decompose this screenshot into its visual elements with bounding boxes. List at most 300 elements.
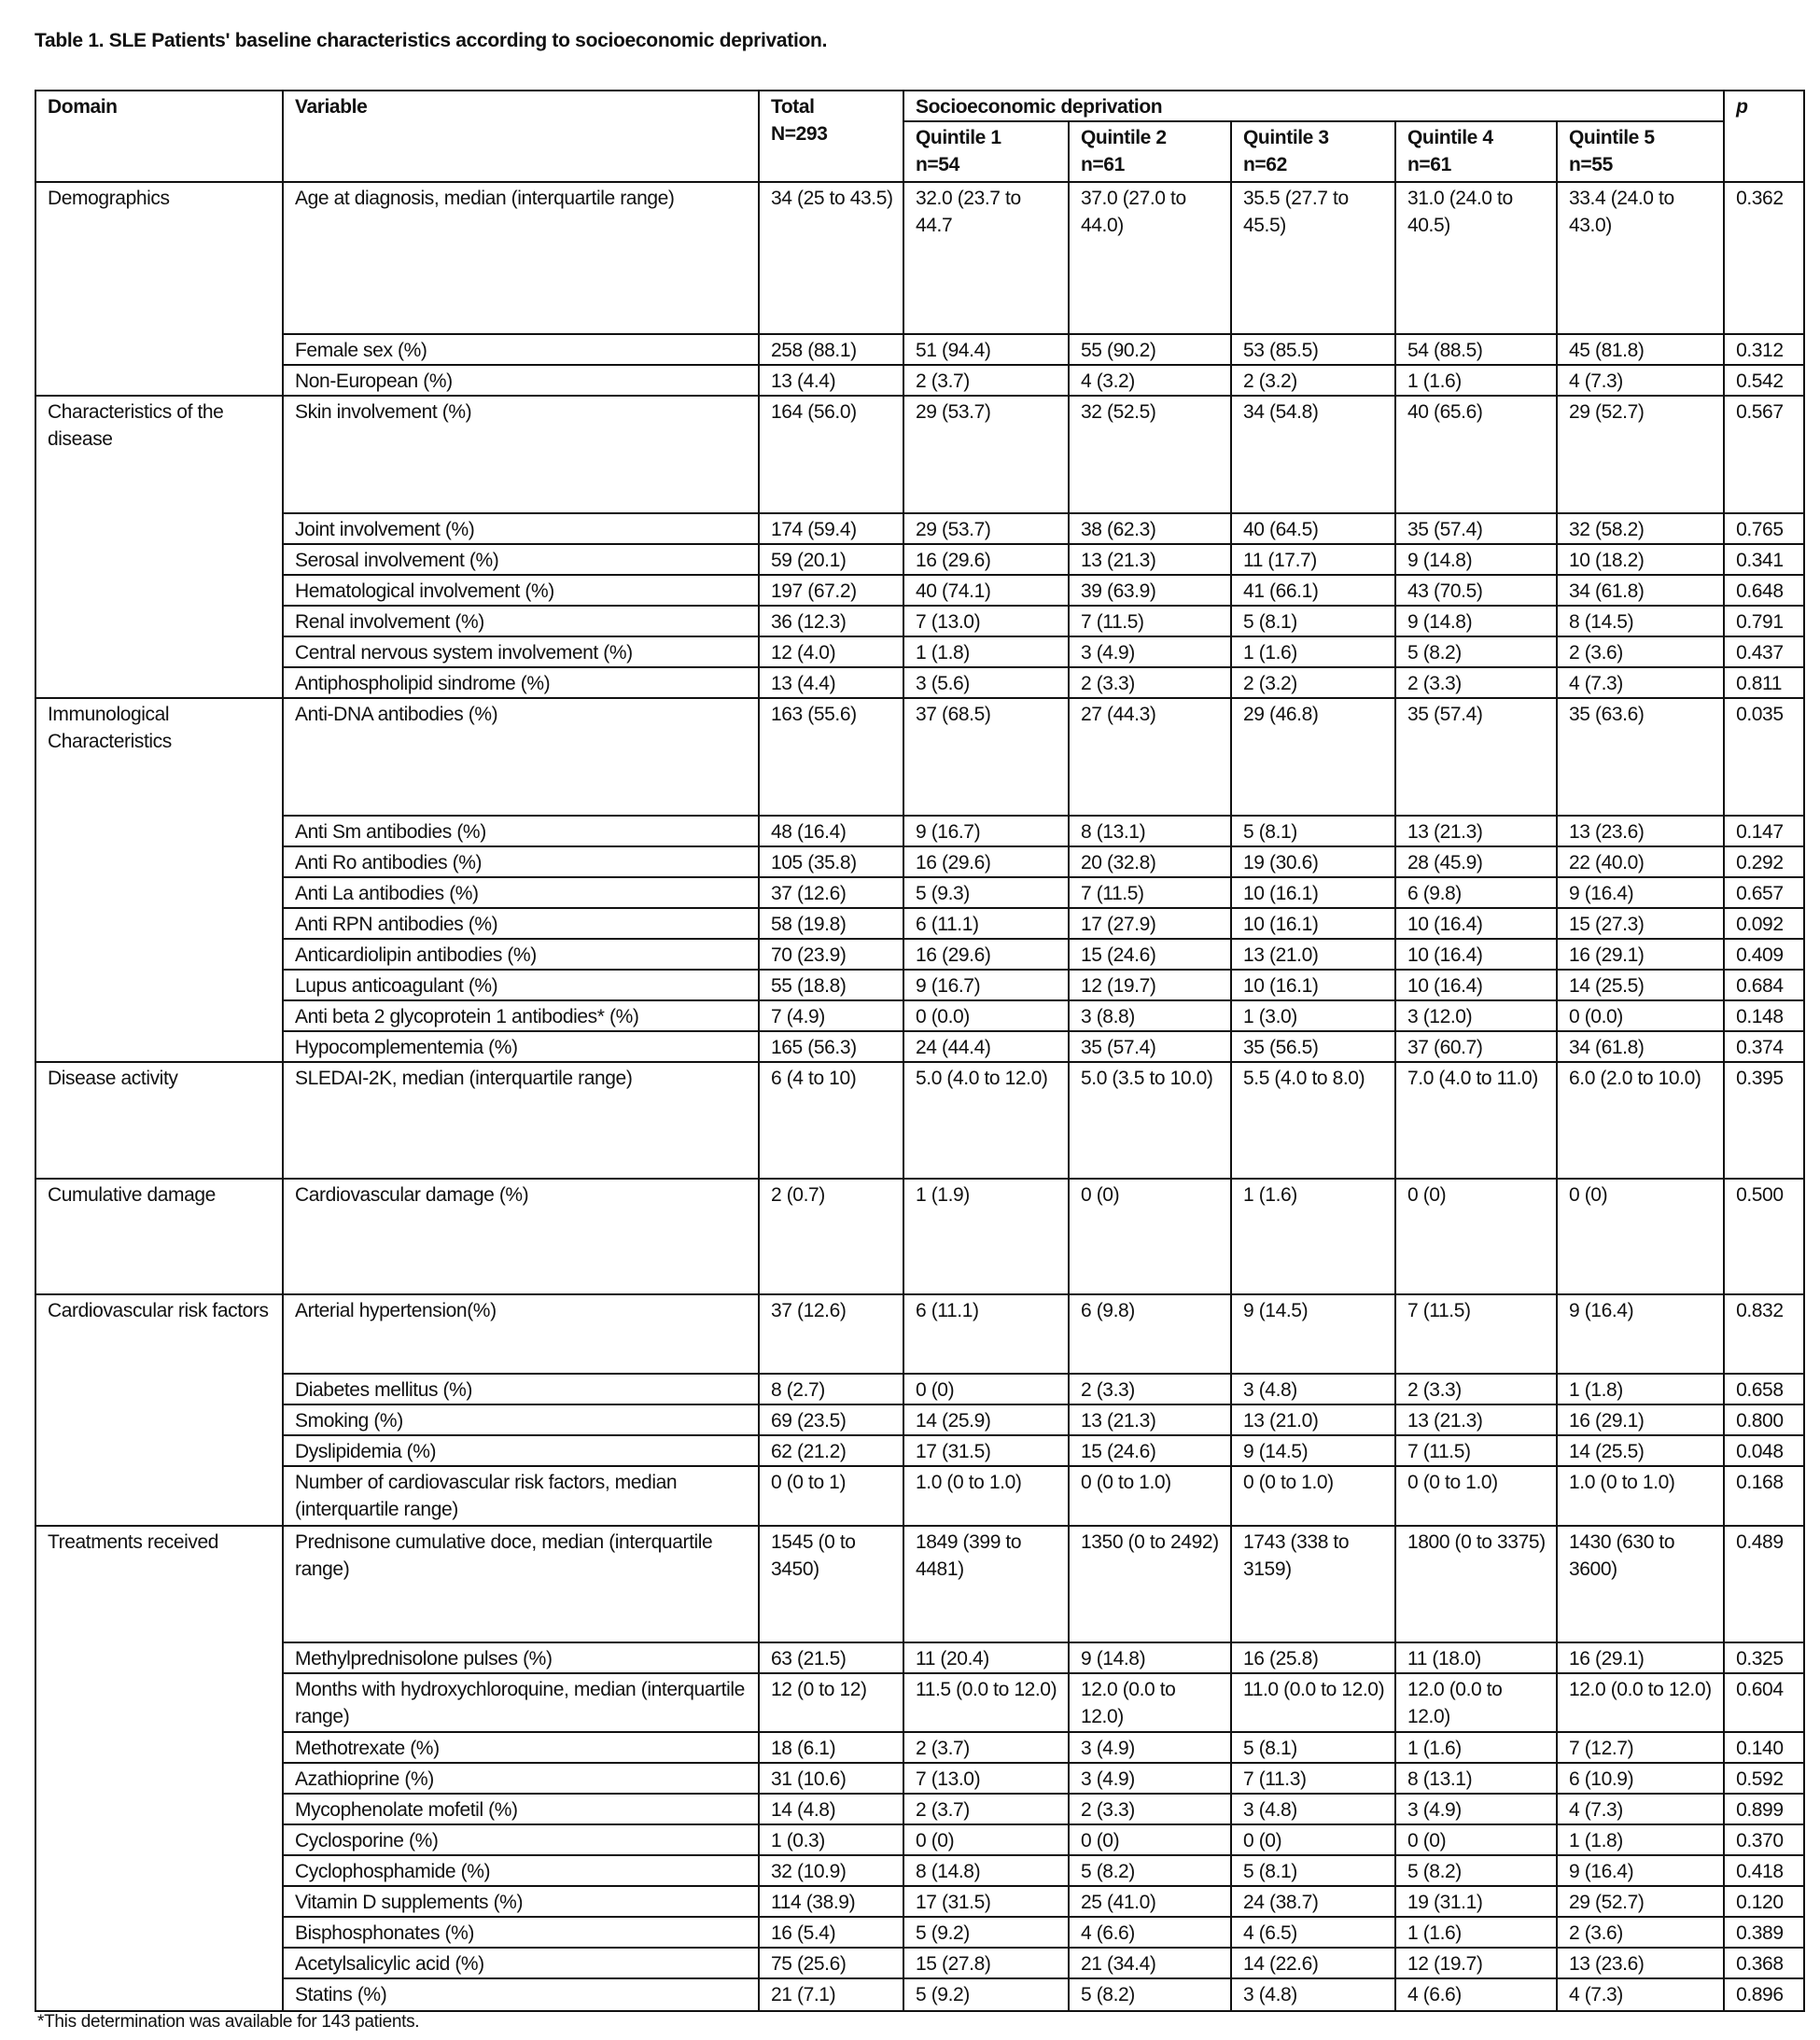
quintile-4-cell: 1 (1.6) — [1395, 1917, 1557, 1948]
table-row — [35, 182, 1804, 334]
quintile-1-cell: 3 (5.6) — [903, 667, 1069, 698]
total-cell: 13 (4.4) — [759, 365, 903, 396]
quintile-2-cell: 5 (8.2) — [1069, 1855, 1231, 1886]
quintile-5-cell: 32 (58.2) — [1557, 513, 1724, 544]
p-value-cell: 0.811 — [1724, 667, 1804, 698]
quintile-3-cell: 13 (21.0) — [1231, 1404, 1395, 1435]
p-value-cell: 0.292 — [1724, 846, 1804, 877]
domain-cell: Characteristics of the disease — [35, 396, 283, 698]
quintile-1-cell: 14 (25.9) — [903, 1404, 1069, 1435]
quintile-1-cell: 7 (13.0) — [903, 606, 1069, 636]
quintile-2-cell: 0 (0) — [1069, 1179, 1231, 1294]
variable-cell: Prednisone cumulative doce, median (interquartile range) — [283, 1526, 759, 1642]
quintile-n: n=61 — [1407, 154, 1451, 175]
quintile-3-cell: 4 (6.5) — [1231, 1917, 1395, 1948]
p-value-cell: 0.489 — [1724, 1526, 1804, 1642]
quintile-5-cell: 34 (61.8) — [1557, 575, 1724, 606]
total-cell: 105 (35.8) — [759, 846, 903, 877]
quintile-5-cell: 2 (3.6) — [1557, 1917, 1724, 1948]
quintile-4-cell: 13 (21.3) — [1395, 1404, 1557, 1435]
table-row — [35, 1917, 1804, 1948]
quintile-4-cell: 1800 (0 to 3375) — [1395, 1526, 1557, 1642]
quintile-3-cell: 7 (11.3) — [1231, 1763, 1395, 1794]
table-row — [35, 1435, 1804, 1466]
quintile-n: n=61 — [1081, 154, 1125, 175]
variable-cell: Months with hydroxychloroquine, median (interquartile range) — [283, 1673, 759, 1732]
quintile-1-cell: 1 (1.9) — [903, 1179, 1069, 1294]
table-row — [35, 1794, 1804, 1824]
variable-cell: Number of cardiovascular risk factors, median (interquartile range) — [283, 1466, 759, 1526]
quintile-1-cell: 16 (29.6) — [903, 846, 1069, 877]
total-cell: 197 (67.2) — [759, 575, 903, 606]
total-cell: 16 (5.4) — [759, 1917, 903, 1948]
variable-cell: Methylprednisolone pulses (%) — [283, 1642, 759, 1673]
quintile-label: Quintile 1 — [916, 127, 1001, 148]
p-value-cell: 0.800 — [1724, 1404, 1804, 1435]
variable-cell: Cyclophosphamide (%) — [283, 1855, 759, 1886]
table-row — [35, 1763, 1804, 1794]
p-value-cell: 0.684 — [1724, 970, 1804, 1000]
total-cell: 12 (4.0) — [759, 636, 903, 667]
total-cell: 0 (0 to 1) — [759, 1466, 903, 1526]
quintile-1-cell: 24 (44.4) — [903, 1031, 1069, 1062]
quintile-1-cell: 8 (14.8) — [903, 1855, 1069, 1886]
quintile-1-cell: 17 (31.5) — [903, 1886, 1069, 1917]
total-cell: 164 (56.0) — [759, 396, 903, 513]
quintile-3-cell: 13 (21.0) — [1231, 939, 1395, 970]
table-row — [35, 908, 1804, 939]
header-p-label: p — [1736, 96, 1748, 118]
p-value-cell: 0.658 — [1724, 1374, 1804, 1404]
table-row — [35, 1062, 1804, 1179]
quintile-4-cell: 54 (88.5) — [1395, 334, 1557, 365]
table-row — [35, 1466, 1804, 1526]
quintile-3-cell: 11 (17.7) — [1231, 544, 1395, 575]
quintile-4-cell: 10 (16.4) — [1395, 939, 1557, 970]
quintile-4-cell: 1 (1.6) — [1395, 1732, 1557, 1763]
total-cell: 48 (16.4) — [759, 816, 903, 846]
p-value-cell: 0.140 — [1724, 1732, 1804, 1763]
quintile-4-cell: 0 (0) — [1395, 1179, 1557, 1294]
variable-cell: Non-European (%) — [283, 365, 759, 396]
total-cell: 163 (55.6) — [759, 698, 903, 816]
quintile-2-cell: 25 (41.0) — [1069, 1886, 1231, 1917]
variable-cell: Renal involvement (%) — [283, 606, 759, 636]
domain-cell: Immunological Characteristics — [35, 698, 283, 1062]
quintile-2-cell: 38 (62.3) — [1069, 513, 1231, 544]
quintile-1-cell: 9 (16.7) — [903, 816, 1069, 846]
quintile-5-cell: 22 (40.0) — [1557, 846, 1724, 877]
quintile-4-cell: 10 (16.4) — [1395, 908, 1557, 939]
total-cell: 62 (21.2) — [759, 1435, 903, 1466]
p-value-cell: 0.395 — [1724, 1062, 1804, 1179]
p-value-cell: 0.035 — [1724, 698, 1804, 816]
total-cell: 14 (4.8) — [759, 1794, 903, 1824]
total-cell: 7 (4.9) — [759, 1000, 903, 1031]
quintile-3-cell: 3 (4.8) — [1231, 1374, 1395, 1404]
table-row — [35, 1294, 1804, 1374]
quintile-3-cell: 2 (3.2) — [1231, 667, 1395, 698]
header-quintile-1 — [903, 121, 1069, 182]
total-cell: 6 (4 to 10) — [759, 1062, 903, 1179]
total-cell: 59 (20.1) — [759, 544, 903, 575]
p-value-cell: 0.374 — [1724, 1031, 1804, 1062]
quintile-3-cell: 10 (16.1) — [1231, 908, 1395, 939]
p-value-cell: 0.896 — [1724, 1978, 1804, 2011]
quintile-5-cell: 12.0 (0.0 to 12.0) — [1557, 1673, 1724, 1732]
header-group: Socioeconomic deprivation — [903, 91, 1724, 121]
quintile-4-cell: 37 (60.7) — [1395, 1031, 1557, 1062]
quintile-label: Quintile 5 — [1569, 127, 1655, 148]
quintile-1-cell: 2 (3.7) — [903, 1794, 1069, 1824]
quintile-3-cell: 16 (25.8) — [1231, 1642, 1395, 1673]
table-row — [35, 575, 1804, 606]
quintile-3-cell: 3 (4.8) — [1231, 1978, 1395, 2011]
quintile-1-cell: 1.0 (0 to 1.0) — [903, 1466, 1069, 1526]
table-row — [35, 970, 1804, 1000]
quintile-5-cell: 33.4 (24.0 to 43.0) — [1557, 182, 1724, 334]
quintile-4-cell: 2 (3.3) — [1395, 667, 1557, 698]
quintile-1-cell: 0 (0.0) — [903, 1000, 1069, 1031]
quintile-1-cell: 29 (53.7) — [903, 513, 1069, 544]
quintile-5-cell: 29 (52.7) — [1557, 396, 1724, 513]
quintile-5-cell: 29 (52.7) — [1557, 1886, 1724, 1917]
quintile-4-cell: 1 (1.6) — [1395, 365, 1557, 396]
table-row — [35, 1526, 1804, 1642]
quintile-5-cell: 1 (1.8) — [1557, 1374, 1724, 1404]
quintile-2-cell: 17 (27.9) — [1069, 908, 1231, 939]
quintile-5-cell: 4 (7.3) — [1557, 365, 1724, 396]
quintile-3-cell: 5.5 (4.0 to 8.0) — [1231, 1062, 1395, 1179]
total-cell: 21 (7.1) — [759, 1978, 903, 2011]
quintile-3-cell: 2 (3.2) — [1231, 365, 1395, 396]
quintile-4-cell: 2 (3.3) — [1395, 1374, 1557, 1404]
quintile-3-cell: 5 (8.1) — [1231, 1855, 1395, 1886]
quintile-1-cell: 1849 (399 to 4481) — [903, 1526, 1069, 1642]
quintile-4-cell: 13 (21.3) — [1395, 816, 1557, 846]
quintile-3-cell: 0 (0) — [1231, 1824, 1395, 1855]
domain-cell: Disease activity — [35, 1062, 283, 1179]
table-title: Table 1. SLE Patients' baseline characteristics according to socioeconomic deprivation. — [35, 30, 828, 51]
quintile-5-cell: 15 (27.3) — [1557, 908, 1724, 939]
quintile-5-cell: 16 (29.1) — [1557, 939, 1724, 970]
header-quintile-5 — [1557, 121, 1724, 182]
total-cell: 70 (23.9) — [759, 939, 903, 970]
total-cell: 2 (0.7) — [759, 1179, 903, 1294]
variable-cell: Female sex (%) — [283, 334, 759, 365]
quintile-4-cell: 9 (14.8) — [1395, 544, 1557, 575]
total-cell: 37 (12.6) — [759, 1294, 903, 1374]
p-value-cell: 0.648 — [1724, 575, 1804, 606]
quintile-2-cell: 13 (21.3) — [1069, 1404, 1231, 1435]
variable-cell: Bisphosphonates (%) — [283, 1917, 759, 1948]
table-row — [35, 698, 1804, 816]
quintile-1-cell: 5.0 (4.0 to 12.0) — [903, 1062, 1069, 1179]
quintile-1-cell: 5 (9.2) — [903, 1917, 1069, 1948]
p-value-cell: 0.048 — [1724, 1435, 1804, 1466]
quintile-1-cell: 37 (68.5) — [903, 698, 1069, 816]
quintile-1-cell: 5 (9.2) — [903, 1978, 1069, 2011]
header-quintile-4 — [1395, 121, 1557, 182]
quintile-3-cell: 9 (14.5) — [1231, 1294, 1395, 1374]
quintile-1-cell: 16 (29.6) — [903, 544, 1069, 575]
p-value-cell: 0.168 — [1724, 1466, 1804, 1526]
domain-cell: Cardiovascular risk factors — [35, 1294, 283, 1526]
quintile-2-cell: 5.0 (3.5 to 10.0) — [1069, 1062, 1231, 1179]
table-row — [35, 513, 1804, 544]
quintile-5-cell: 0 (0) — [1557, 1179, 1724, 1294]
quintile-1-cell: 7 (13.0) — [903, 1763, 1069, 1794]
quintile-4-cell: 8 (13.1) — [1395, 1763, 1557, 1794]
domain-cell: Treatments received — [35, 1526, 283, 2011]
quintile-5-cell: 9 (16.4) — [1557, 1855, 1724, 1886]
quintile-2-cell: 2 (3.3) — [1069, 667, 1231, 698]
table-row — [35, 1978, 1804, 2011]
variable-cell: Anti RPN antibodies (%) — [283, 908, 759, 939]
quintile-4-cell: 11 (18.0) — [1395, 1642, 1557, 1673]
quintile-2-cell: 3 (4.9) — [1069, 1732, 1231, 1763]
quintile-5-cell: 16 (29.1) — [1557, 1404, 1724, 1435]
total-cell: 34 (25 to 43.5) — [759, 182, 903, 334]
p-value-cell: 0.832 — [1724, 1294, 1804, 1374]
quintile-2-cell: 15 (24.6) — [1069, 939, 1231, 970]
quintile-2-cell: 1350 (0 to 2492) — [1069, 1526, 1231, 1642]
total-cell: 75 (25.6) — [759, 1948, 903, 1978]
p-value-cell: 0.092 — [1724, 908, 1804, 939]
table-row — [35, 544, 1804, 575]
variable-cell: Dyslipidemia (%) — [283, 1435, 759, 1466]
quintile-label: Quintile 2 — [1081, 127, 1167, 148]
quintile-3-cell: 40 (64.5) — [1231, 513, 1395, 544]
p-value-cell: 0.120 — [1724, 1886, 1804, 1917]
quintile-1-cell: 29 (53.7) — [903, 396, 1069, 513]
p-value-cell: 0.312 — [1724, 334, 1804, 365]
quintile-3-cell: 3 (4.8) — [1231, 1794, 1395, 1824]
quintile-1-cell: 0 (0) — [903, 1824, 1069, 1855]
header-variable: Variable — [283, 91, 759, 182]
quintile-5-cell: 1.0 (0 to 1.0) — [1557, 1466, 1724, 1526]
quintile-3-cell: 53 (85.5) — [1231, 334, 1395, 365]
quintile-2-cell: 2 (3.3) — [1069, 1374, 1231, 1404]
table-row — [35, 1886, 1804, 1917]
total-cell: 63 (21.5) — [759, 1642, 903, 1673]
variable-cell: Anti La antibodies (%) — [283, 877, 759, 908]
quintile-5-cell: 1430 (630 to 3600) — [1557, 1526, 1724, 1642]
quintile-4-cell: 7.0 (4.0 to 11.0) — [1395, 1062, 1557, 1179]
p-value-cell: 0.341 — [1724, 544, 1804, 575]
total-cell: 12 (0 to 12) — [759, 1673, 903, 1732]
variable-cell: Statins (%) — [283, 1978, 759, 2011]
variable-cell: Hypocomplementemia (%) — [283, 1031, 759, 1062]
quintile-3-cell: 1 (1.6) — [1231, 636, 1395, 667]
table-row — [35, 1732, 1804, 1763]
quintile-4-cell: 4 (6.6) — [1395, 1978, 1557, 2011]
header-total-n: N=293 — [771, 123, 828, 145]
quintile-2-cell: 32 (52.5) — [1069, 396, 1231, 513]
quintile-5-cell: 4 (7.3) — [1557, 1978, 1724, 2011]
quintile-4-cell: 0 (0 to 1.0) — [1395, 1466, 1557, 1526]
header-domain: Domain — [35, 91, 283, 182]
quintile-2-cell: 37.0 (27.0 to 44.0) — [1069, 182, 1231, 334]
quintile-4-cell: 19 (31.1) — [1395, 1886, 1557, 1917]
table-row — [35, 1179, 1804, 1294]
quintile-1-cell: 40 (74.1) — [903, 575, 1069, 606]
quintile-3-cell: 0 (0 to 1.0) — [1231, 1466, 1395, 1526]
quintile-2-cell: 7 (11.5) — [1069, 606, 1231, 636]
table-row — [35, 846, 1804, 877]
quintile-n: n=54 — [916, 154, 959, 175]
quintile-1-cell: 6 (11.1) — [903, 1294, 1069, 1374]
quintile-5-cell: 8 (14.5) — [1557, 606, 1724, 636]
variable-cell: Cardiovascular damage (%) — [283, 1179, 759, 1294]
table-body — [35, 182, 1804, 2011]
variable-cell: Lupus anticoagulant (%) — [283, 970, 759, 1000]
quintile-2-cell: 35 (57.4) — [1069, 1031, 1231, 1062]
table-row — [35, 1824, 1804, 1855]
total-cell: 31 (10.6) — [759, 1763, 903, 1794]
variable-cell: Serosal involvement (%) — [283, 544, 759, 575]
quintile-4-cell: 12.0 (0.0 to 12.0) — [1395, 1673, 1557, 1732]
quintile-2-cell: 7 (11.5) — [1069, 877, 1231, 908]
quintile-3-cell: 19 (30.6) — [1231, 846, 1395, 877]
quintile-2-cell: 12.0 (0.0 to 12.0) — [1069, 1673, 1231, 1732]
quintile-3-cell: 24 (38.7) — [1231, 1886, 1395, 1917]
variable-cell: Age at diagnosis, median (interquartile range) — [283, 182, 759, 334]
table-row — [35, 1000, 1804, 1031]
quintile-4-cell: 40 (65.6) — [1395, 396, 1557, 513]
quintile-5-cell: 14 (25.5) — [1557, 1435, 1724, 1466]
header-total-label: Total — [771, 96, 815, 118]
quintile-3-cell: 14 (22.6) — [1231, 1948, 1395, 1978]
p-value-cell: 0.604 — [1724, 1673, 1804, 1732]
quintile-2-cell: 55 (90.2) — [1069, 334, 1231, 365]
p-value-cell: 0.592 — [1724, 1763, 1804, 1794]
table-row — [35, 816, 1804, 846]
quintile-4-cell: 5 (8.2) — [1395, 1855, 1557, 1886]
quintile-4-cell: 7 (11.5) — [1395, 1294, 1557, 1374]
quintile-5-cell: 4 (7.3) — [1557, 1794, 1724, 1824]
total-cell: 58 (19.8) — [759, 908, 903, 939]
variable-cell: Hematological involvement (%) — [283, 575, 759, 606]
header-quintile-2 — [1069, 121, 1231, 182]
quintile-5-cell: 9 (16.4) — [1557, 877, 1724, 908]
total-cell: 258 (88.1) — [759, 334, 903, 365]
quintile-4-cell: 43 (70.5) — [1395, 575, 1557, 606]
p-value-cell: 0.500 — [1724, 1179, 1804, 1294]
quintile-3-cell: 41 (66.1) — [1231, 575, 1395, 606]
quintile-5-cell: 13 (23.6) — [1557, 816, 1724, 846]
quintile-5-cell: 6 (10.9) — [1557, 1763, 1724, 1794]
quintile-2-cell: 4 (6.6) — [1069, 1917, 1231, 1948]
variable-cell: Methotrexate (%) — [283, 1732, 759, 1763]
quintile-2-cell: 27 (44.3) — [1069, 698, 1231, 816]
variable-cell: Arterial hypertension(%) — [283, 1294, 759, 1374]
quintile-1-cell: 2 (3.7) — [903, 365, 1069, 396]
quintile-1-cell: 11.5 (0.0 to 12.0) — [903, 1673, 1069, 1732]
variable-cell: Acetylsalicylic acid (%) — [283, 1948, 759, 1978]
p-value-cell: 0.148 — [1724, 1000, 1804, 1031]
quintile-3-cell: 35 (56.5) — [1231, 1031, 1395, 1062]
header-total — [759, 91, 903, 182]
p-value-cell: 0.567 — [1724, 396, 1804, 513]
p-value-cell: 0.418 — [1724, 1855, 1804, 1886]
variable-cell: Azathioprine (%) — [283, 1763, 759, 1794]
table-row — [35, 365, 1804, 396]
quintile-4-cell: 12 (19.7) — [1395, 1948, 1557, 1978]
quintile-2-cell: 5 (8.2) — [1069, 1978, 1231, 2011]
p-value-cell: 0.657 — [1724, 877, 1804, 908]
total-cell: 32 (10.9) — [759, 1855, 903, 1886]
table-row — [35, 1404, 1804, 1435]
quintile-1-cell: 51 (94.4) — [903, 334, 1069, 365]
p-value-cell: 0.389 — [1724, 1917, 1804, 1948]
quintile-1-cell: 16 (29.6) — [903, 939, 1069, 970]
total-cell: 18 (6.1) — [759, 1732, 903, 1763]
quintile-5-cell: 6.0 (2.0 to 10.0) — [1557, 1062, 1724, 1179]
quintile-4-cell: 3 (12.0) — [1395, 1000, 1557, 1031]
variable-cell: Anticardiolipin antibodies (%) — [283, 939, 759, 970]
quintile-label: Quintile 3 — [1243, 127, 1329, 148]
quintile-5-cell: 2 (3.6) — [1557, 636, 1724, 667]
quintile-2-cell: 15 (24.6) — [1069, 1435, 1231, 1466]
total-cell: 69 (23.5) — [759, 1404, 903, 1435]
quintile-2-cell: 13 (21.3) — [1069, 544, 1231, 575]
quintile-4-cell: 10 (16.4) — [1395, 970, 1557, 1000]
table-row — [35, 667, 1804, 698]
p-value-cell: 0.147 — [1724, 816, 1804, 846]
total-cell: 36 (12.3) — [759, 606, 903, 636]
quintile-4-cell: 0 (0) — [1395, 1824, 1557, 1855]
total-cell: 165 (56.3) — [759, 1031, 903, 1062]
quintile-2-cell: 0 (0) — [1069, 1824, 1231, 1855]
quintile-5-cell: 16 (29.1) — [1557, 1642, 1724, 1673]
quintile-1-cell: 15 (27.8) — [903, 1948, 1069, 1978]
quintile-n: n=62 — [1243, 154, 1287, 175]
table-row — [35, 636, 1804, 667]
p-value-cell: 0.542 — [1724, 365, 1804, 396]
baseline-characteristics-table — [35, 90, 1805, 2012]
quintile-3-cell: 9 (14.5) — [1231, 1435, 1395, 1466]
quintile-5-cell: 1 (1.8) — [1557, 1824, 1724, 1855]
quintile-2-cell: 9 (14.8) — [1069, 1642, 1231, 1673]
quintile-4-cell: 7 (11.5) — [1395, 1435, 1557, 1466]
quintile-2-cell: 2 (3.3) — [1069, 1794, 1231, 1824]
quintile-1-cell: 2 (3.7) — [903, 1732, 1069, 1763]
table-row — [35, 1374, 1804, 1404]
footnote: *This determination was available for 143 patients. — [37, 2012, 420, 2032]
table-row — [35, 1642, 1804, 1673]
variable-cell: Mycophenolate mofetil (%) — [283, 1794, 759, 1824]
variable-cell: Anti Sm antibodies (%) — [283, 816, 759, 846]
quintile-4-cell: 5 (8.2) — [1395, 636, 1557, 667]
p-value-cell: 0.370 — [1724, 1824, 1804, 1855]
quintile-3-cell: 29 (46.8) — [1231, 698, 1395, 816]
variable-cell: SLEDAI-2K, median (interquartile range) — [283, 1062, 759, 1179]
quintile-3-cell: 10 (16.1) — [1231, 877, 1395, 908]
quintile-3-cell: 1 (1.6) — [1231, 1179, 1395, 1294]
quintile-3-cell: 11.0 (0.0 to 12.0) — [1231, 1673, 1395, 1732]
total-cell: 1545 (0 to 3450) — [759, 1526, 903, 1642]
quintile-2-cell: 21 (34.4) — [1069, 1948, 1231, 1978]
table-row — [35, 334, 1804, 365]
quintile-3-cell: 34 (54.8) — [1231, 396, 1395, 513]
quintile-1-cell: 11 (20.4) — [903, 1642, 1069, 1673]
p-value-cell: 0.362 — [1724, 182, 1804, 334]
p-value-cell: 0.765 — [1724, 513, 1804, 544]
total-cell: 174 (59.4) — [759, 513, 903, 544]
quintile-2-cell: 39 (63.9) — [1069, 575, 1231, 606]
quintile-3-cell: 10 (16.1) — [1231, 970, 1395, 1000]
